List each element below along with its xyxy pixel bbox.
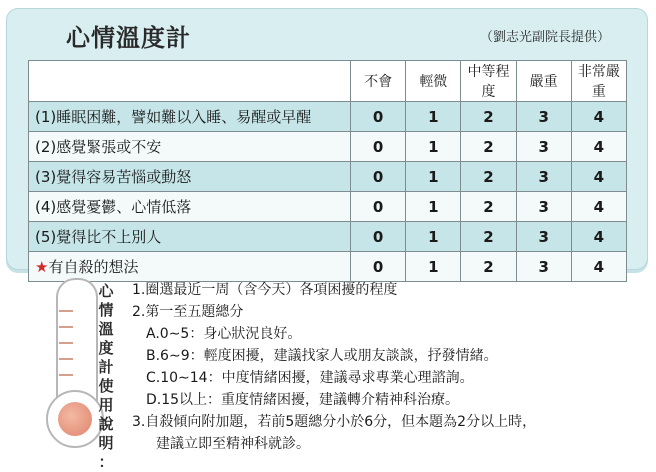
score-option[interactable]: 1 <box>406 192 461 222</box>
table-row <box>29 162 627 192</box>
table-row <box>29 132 627 162</box>
table-row <box>29 192 627 222</box>
score-option[interactable]: 4 <box>571 192 626 222</box>
item-label-text: 有自殺的想法 <box>48 258 139 276</box>
item-label: (1)睡眠困難，譬如難以入睡、易醒或早醒 <box>29 102 351 132</box>
table-header-row <box>29 61 627 102</box>
item-label: (5)覺得比不上別人 <box>29 222 351 252</box>
thermometer-tick <box>59 310 73 312</box>
thermometer-tick <box>59 342 73 344</box>
score-option[interactable]: 0 <box>351 132 406 162</box>
score-option[interactable]: 4 <box>571 162 626 192</box>
thermometer-tick <box>59 374 73 376</box>
star-icon: ★ <box>35 258 49 276</box>
score-option[interactable]: 3 <box>516 192 571 222</box>
side-label-char: ： <box>98 453 114 471</box>
score-option[interactable]: 1 <box>406 102 461 132</box>
instruction-line: 3.自殺傾向附加題，若前5題總分小於6分，但本題為2分以上時， <box>132 414 537 430</box>
score-option[interactable]: 1 <box>406 162 461 192</box>
score-option[interactable]: 2 <box>461 252 516 282</box>
instruction-line: A.0∼5：身心狀況良好。 <box>146 326 302 342</box>
score-option[interactable]: 1 <box>406 252 461 282</box>
credit-text: （劉志光副院長提供） <box>480 30 611 45</box>
item-label: (3)覺得容易苦惱或動怒 <box>29 162 351 192</box>
side-label-char: 度 <box>98 339 114 357</box>
side-label-char: 溫 <box>98 320 114 338</box>
side-label-char: 用 <box>98 396 114 414</box>
side-label-char: 計 <box>98 358 114 376</box>
table-row <box>29 102 627 132</box>
instruction-line: 建議立即至精神科就診。 <box>156 436 310 452</box>
instruction-line: 2.第一至五題總分 <box>132 304 244 320</box>
score-option[interactable]: 2 <box>461 162 516 192</box>
table-row <box>29 252 627 282</box>
score-option[interactable]: 1 <box>406 222 461 252</box>
instruction-line: B.6∼9：輕度困擾，建議找家人或朋友談談，抒發情緒。 <box>146 348 498 364</box>
score-option[interactable]: 2 <box>461 102 516 132</box>
header-cell: 中等程度 <box>461 61 516 102</box>
side-label-char: 說 <box>98 415 114 433</box>
score-option[interactable]: 0 <box>351 222 406 252</box>
header-cell: 不會 <box>351 61 406 102</box>
header-cell: 非常嚴重 <box>571 61 626 102</box>
score-option[interactable]: 1 <box>406 132 461 162</box>
score-option[interactable]: 4 <box>571 252 626 282</box>
item-label-suicide <box>29 252 351 282</box>
header-cell: 嚴重 <box>516 61 571 102</box>
header-blank-cell <box>29 61 351 102</box>
score-option[interactable]: 0 <box>351 252 406 282</box>
side-label-char: 情 <box>98 301 114 319</box>
score-option[interactable]: 2 <box>461 132 516 162</box>
side-label-char: 心 <box>98 282 114 300</box>
item-label: (2)感覺緊張或不安 <box>29 132 351 162</box>
instructions-side-label <box>96 282 116 472</box>
score-option[interactable]: 3 <box>516 162 571 192</box>
score-option[interactable]: 0 <box>351 192 406 222</box>
thermometer-tick <box>59 358 73 360</box>
side-label-char: 明 <box>98 434 114 452</box>
score-option[interactable]: 3 <box>516 132 571 162</box>
score-option[interactable]: 3 <box>516 222 571 252</box>
score-option[interactable]: 3 <box>516 252 571 282</box>
score-option[interactable]: 3 <box>516 102 571 132</box>
thermometer-tick <box>59 326 73 328</box>
score-option[interactable]: 4 <box>571 132 626 162</box>
page-title: 心情溫度計 <box>66 24 191 52</box>
score-option[interactable]: 0 <box>351 162 406 192</box>
instruction-line: C.10∼14：中度情緒困擾，建議尋求專業心理諮詢。 <box>146 370 474 386</box>
mood-scale-table <box>28 60 627 282</box>
score-option[interactable]: 4 <box>571 102 626 132</box>
item-label: (4)感覺憂鬱、心情低落 <box>29 192 351 222</box>
instructions-list <box>132 279 536 455</box>
table-row <box>29 222 627 252</box>
score-option[interactable]: 2 <box>461 192 516 222</box>
thermometer-bulb-fill <box>58 402 92 436</box>
score-option[interactable]: 0 <box>351 102 406 132</box>
instruction-line: D.15以上：重度情緒困擾，建議轉介精神科治療。 <box>146 392 460 408</box>
header-cell: 輕微 <box>406 61 461 102</box>
side-label-char: 使 <box>98 377 114 395</box>
instruction-line: 1.圈選最近一周（含今天）各項困擾的程度 <box>132 282 398 298</box>
score-option[interactable]: 4 <box>571 222 626 252</box>
score-option[interactable]: 2 <box>461 222 516 252</box>
